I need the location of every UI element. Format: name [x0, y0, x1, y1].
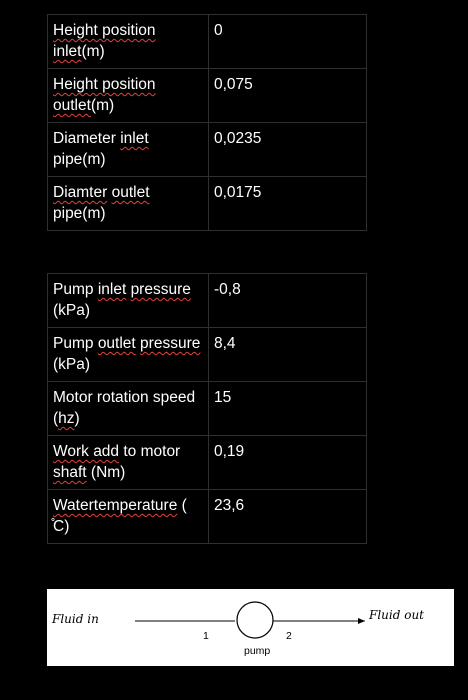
table-row — [48, 69, 367, 123]
row-label: Work add to motor shaft (Nm) — [48, 436, 209, 490]
row-value: 0,19 — [209, 436, 367, 490]
row-value: 0 — [209, 15, 367, 69]
point-1-label: 1 — [203, 630, 209, 642]
row-label: Watertemperature ( ̊C) — [48, 490, 209, 544]
fluid-in-label: Fluid in — [52, 612, 99, 626]
table-row — [48, 436, 367, 490]
table-row — [48, 177, 367, 231]
row-value: 15 — [209, 382, 367, 436]
pump-label: pump — [244, 645, 271, 657]
row-label: Motor rotation speed (hz) — [48, 382, 209, 436]
row-label: Diameter inlet pipe(m) — [48, 123, 209, 177]
fluid-out-label: Fluid out — [369, 608, 425, 622]
row-label: Height position outlet(m) — [48, 69, 209, 123]
row-value: -0,8 — [209, 274, 367, 328]
row-label: Pump outlet pressure (kPa) — [48, 328, 209, 382]
table-row — [48, 490, 367, 544]
pipe-geometry-table — [47, 14, 367, 231]
table-row — [48, 123, 367, 177]
row-label: Diamter outlet pipe(m) — [48, 177, 209, 231]
row-label: Height position inlet(m) — [48, 15, 209, 69]
pump-measurements-table — [47, 273, 367, 544]
row-value: 0,0175 — [209, 177, 367, 231]
table-row — [48, 15, 367, 69]
pump-icon — [237, 602, 273, 638]
point-2-label: 2 — [286, 630, 292, 642]
row-label: Pump inlet pressure (kPa) — [48, 274, 209, 328]
row-value: 0,0235 — [209, 123, 367, 177]
table-row — [48, 382, 367, 436]
pump-flow-diagram — [47, 589, 454, 666]
row-value: 0,075 — [209, 69, 367, 123]
row-value: 23,6 — [209, 490, 367, 544]
table-row — [48, 328, 367, 382]
table-row — [48, 274, 367, 328]
row-value: 8,4 — [209, 328, 367, 382]
